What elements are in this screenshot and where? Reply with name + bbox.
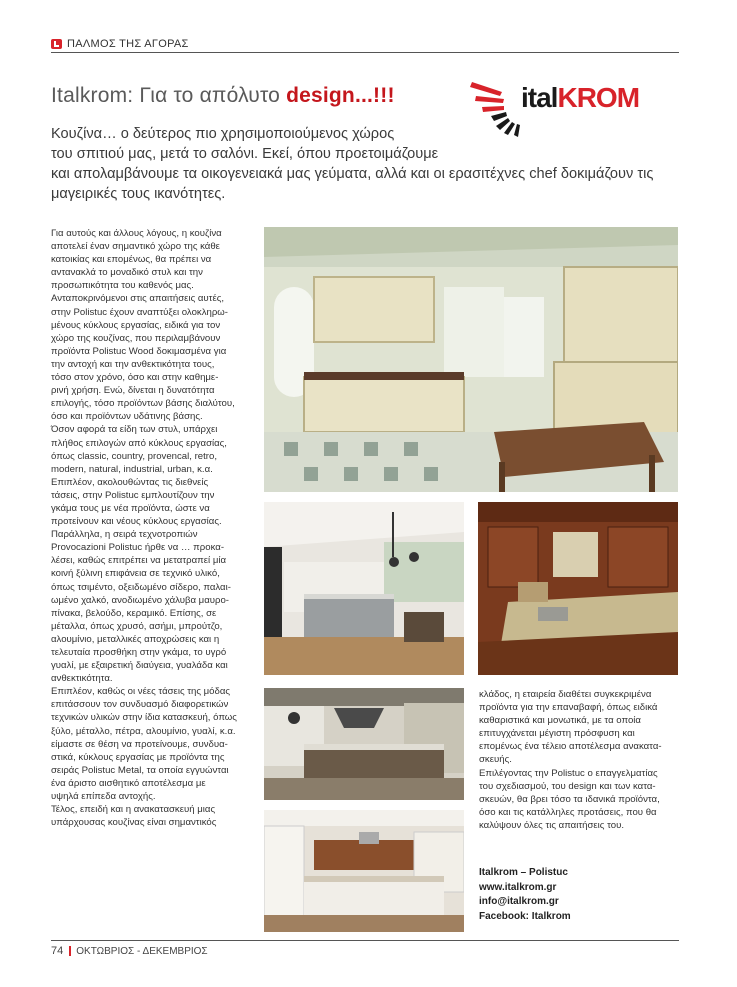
body-line: καλύψουν όλες τις απαιτήσεις του. (479, 819, 625, 831)
body-line: στην Polistuc έχουν αναπτύξει ολοκληρω- (51, 306, 228, 318)
section-marker-icon (51, 39, 62, 49)
body-line: τάσεις, στην Polistuc εμπλουτίζουν την (51, 489, 215, 501)
body-line: στικά, κύκλους εργασίας με προϊόντα της (51, 751, 225, 763)
kitchen-photo-industrial (264, 688, 464, 800)
body-line: προσωπικότητα του καθενός μας. (51, 280, 194, 292)
body-line: κοινή ξύλινη επιφάνεια σε τεχνικό υλικό, (51, 568, 220, 580)
body-line: κλάδος, η εταιρεία διαθέτει συγκεκριμένα (479, 689, 652, 700)
body-line: Όσον αφορά τα είδη των στυλ, υπάρχει (51, 424, 218, 436)
contact-facebook: Facebook: Italkrom (479, 910, 571, 922)
body-line: όσο και τις κατάλληλες προτάσεις, που θα (479, 806, 657, 818)
kitchen-photo-white (264, 810, 464, 932)
body-line: επιτυγχάνεται μέγιστη πρόσφυση και (479, 728, 635, 740)
contact-website[interactable]: www.italkrom.gr (479, 881, 557, 893)
body-line: όπως classic, country, provencal, retro, (51, 450, 217, 462)
body-line: Παράλληλα, η σειρά τεχνοτροπιών (51, 529, 198, 541)
body-line: πίνακα, βελούδο, κεραμικό. Επίσης, σε (51, 607, 217, 619)
lead-line: και απολαμβάνουμε τα οικογενειακά μας γεύματα, αλλά και οι ερασιτέχνες chef δοκιμάζουν τις (51, 166, 654, 182)
body-line: ανθεκτικότητα. (51, 673, 113, 685)
section-header (51, 36, 679, 53)
body-line: Provocazioni Polistuc ήρθε να … προκα- (51, 542, 225, 554)
lead-line: του σπιτιού μας, μετά το σαλόνι. Εκεί, όπου προετοιμάζουμε (51, 146, 439, 162)
body-line: επιτάσσουν τον συνδυασμό διαφορετικών (51, 699, 229, 711)
lead-paragraph (51, 124, 654, 204)
issue-label: ΟΚΤΩΒΡΙΟΣ - ΔΕΚΕΜΒΡΙΟΣ (76, 945, 208, 957)
body-line: Επιπλέον, ακολουθώντας τις διεθνείς (51, 476, 209, 488)
body-line: πλήθος επιλογών από κύκλους εργασίας, (51, 437, 227, 449)
body-line: σειράς Polistuc Metal, τα οποία εγγυώνται (51, 764, 229, 776)
lead-line: μαγειρικές τους ικανότητες. (51, 186, 226, 202)
body-line: ένα άριστο αισθητικό αποτέλεσμα με (51, 777, 206, 789)
body-line: τελευταία προσθήκη στην γκάμα, το υγρό (51, 647, 227, 658)
article-title (51, 84, 395, 108)
body-line: ωμένο χαλκό, ανοδιωμένο χάλυβα μαυρο- (51, 594, 229, 606)
body-line: modern, natural, industrial, urban, κ.α. (51, 463, 213, 475)
body-line: υπάρχουσας κουζίνας είναι σημαντικός (51, 817, 217, 829)
body-line: γκάμα τους με νέα προϊόντα, ώστε να (51, 502, 210, 514)
contact-company: Italkrom – Polistuc (479, 867, 568, 878)
body-line: είμαστε σε θέση να προτείνουμε, συνδυα- (51, 738, 228, 750)
body-line: επομένως ένα τέλειο αποτέλεσμα ανακατα- (479, 741, 662, 753)
page-footer (51, 940, 679, 957)
article-title-main: Italkrom: Για το απόλυτο (51, 84, 287, 107)
kitchen-photo-wood (478, 502, 678, 675)
body-line: χώρο της κουζίνας, που περιλαμβάνουν (51, 332, 221, 344)
body-line: όσο και προϊόντων υδάτινης βάσης. (51, 411, 203, 423)
body-line: Για αυτούς και άλλους λόγους, η κουζίνα (51, 228, 222, 239)
body-line: προϊόντα Polistuc Wood δοκιμασμένα για (51, 345, 227, 357)
body-line: Ανταποκρινόμενοι στις απαιτήσεις αυτές, (51, 293, 225, 305)
body-line: ξύλο, μέταλλο, πέτρα, αλουμίνιο, γυαλί, κ.α. (51, 725, 236, 737)
body-line: λέσει, καθώς επιτρέπει να μετατραπεί μία (51, 555, 227, 567)
body-line: τόσο στον χρόνο, όσο και στην καθημε- (51, 372, 219, 384)
body-line: προτείνουν και νέους κύκλους εργασίας. (51, 516, 222, 528)
body-line: καθαριστικά και μονωτικά, με τα οποία (479, 715, 641, 727)
body-line: υψηλά επίπεδα αντοχής. (51, 791, 156, 803)
logo-text-krom: KROM (557, 82, 640, 113)
body-line: Τέλος, επειδή και η ανακατασκευή μιας (51, 804, 216, 816)
body-line: σκευής. (479, 754, 512, 766)
body-line: ρινή χρήση. Ενώ, δίνεται η δυνατότητα (51, 385, 215, 397)
footer-divider (69, 946, 71, 956)
body-line: κατοικίας και επομένως, θα πρέπει να (51, 254, 212, 266)
section-title: ΠΑΛΜΟΣ ΤΗΣ ΑΓΟΡΑΣ (67, 38, 189, 50)
body-line: γυαλί, με εξαιρετική διαύγεια, γυαλάδα και (51, 660, 228, 672)
body-line: την αντοχή και την ανθεκτικότητα τους, (51, 358, 215, 370)
body-line: αποτελεί έναν σημαντικό χώρο της κάθε (51, 241, 220, 253)
body-line: του σχεδιασμού, του design και των κατα- (479, 780, 656, 792)
body-line: όπως τσιμέντο, οξειδωμένο σίδερο, παλαι- (51, 581, 231, 593)
body-line: μένους κύκλους εργασίας, ειδικά για τον (51, 319, 221, 331)
body-line: επιλογής, τόσο προϊόντων βάσης διαλύτου, (51, 398, 235, 410)
body-column-right (479, 688, 679, 832)
lead-line: Κουζίνα… ο δεύτερος πιο χρησιμοποιούμενος χώρος (51, 126, 395, 142)
body-line: σκευών, θα βρει τόσο τα ιδανικά προϊόντα, (479, 793, 660, 805)
kitchen-photo-modern (264, 502, 464, 675)
body-line: Επιλέγοντας την Polistuc ο επαγγελματίας (479, 767, 658, 779)
page-number: 74 (51, 945, 64, 957)
body-line: αλουμίνιο, μεταλλικές αποχρώσεις και η (51, 633, 220, 645)
body-line: τεχνικών υλικών στην ίδια κατασκευή, όπως (51, 712, 237, 724)
article-title-accent: design...!!! (286, 84, 395, 107)
body-line: προϊόντα για την επαναβαφή, όπως ειδικά (479, 702, 658, 714)
contact-email[interactable]: info@italkrom.gr (479, 896, 559, 907)
kitchen-photo-country (264, 227, 678, 492)
body-line: μέταλλα, όπως χρυσό, ασήμι, μπρούτζο, (51, 620, 223, 632)
body-line: Επιπλέον, καθώς οι νέες τάσεις της μόδας (51, 686, 231, 698)
logo-text-ital: ital (521, 82, 558, 113)
contact-block (479, 866, 571, 924)
body-column-left (51, 227, 256, 829)
body-line: αντανακλά το μοναδικό στυλ και την (51, 267, 203, 279)
